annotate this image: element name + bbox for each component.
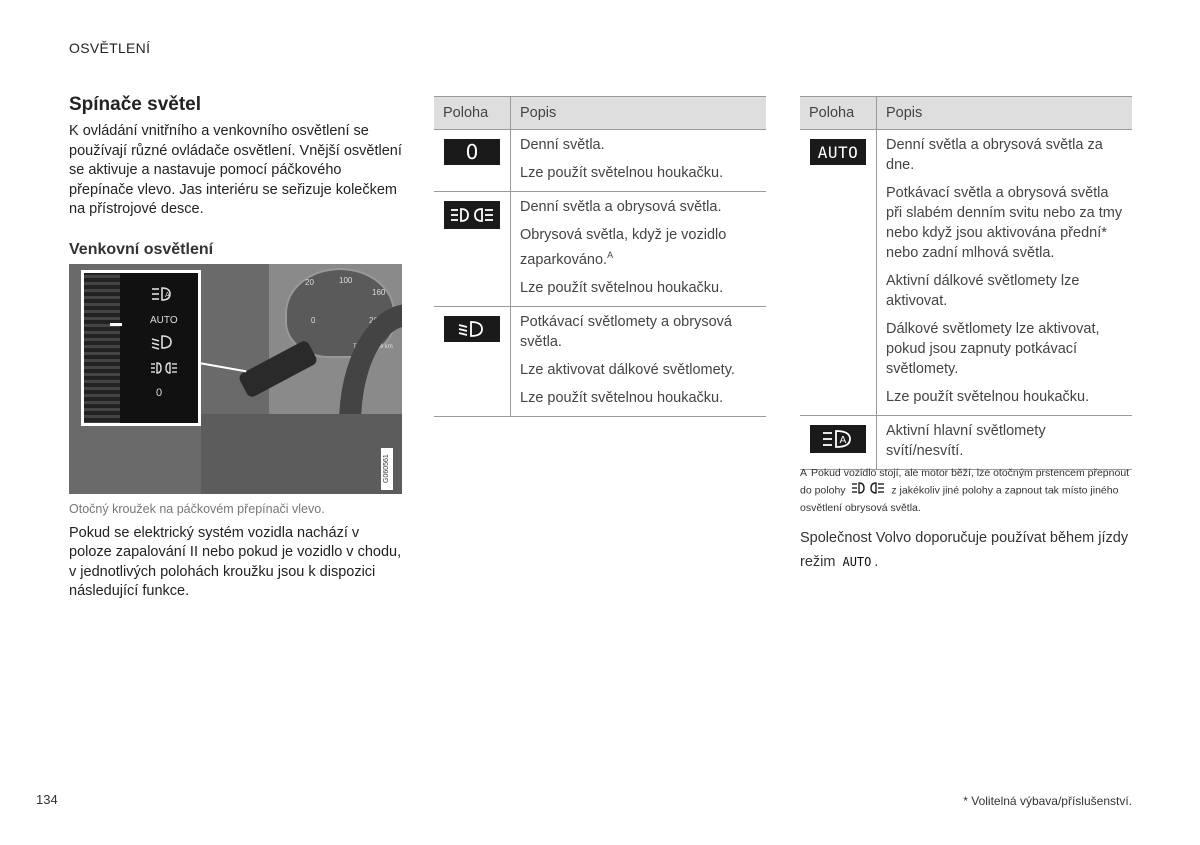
section-header: OSVĚTLENÍ	[69, 40, 151, 56]
low-beam-icon	[150, 333, 176, 354]
trip-readout: Trip 1222.4 km	[353, 343, 393, 350]
gauge-tick: 20	[305, 277, 314, 287]
table-row	[800, 416, 1132, 470]
body-paragraph: Pokud se elektrický systém vozidla nachází v poloze zapalování II nebo pokud je vozidlo v chodu, v jednotlivých polohách kroužku jsou k dispozici následující funkce.	[69, 524, 402, 599]
active-high-beam-icon	[150, 285, 176, 306]
callout-line	[199, 362, 247, 372]
intro-paragraph: K ovládání vnitřního a venkovního osvětlení se používají různé ovládače osvětlení. Vnější osvětlení se aktivuje a nastavuje pomocí páčkového přepínače vlevo. Jas interiéru se seřizuje kolečkem na přístrojové desce.	[69, 123, 402, 217]
table-footnote	[800, 465, 1130, 516]
figure-code: G060561	[381, 448, 393, 490]
figure-caption: Otočný kroužek na páčkovém přepínači vlevo.	[69, 501, 325, 516]
description-line: Lze použít světelnou houkačku.	[886, 389, 1090, 405]
svg-text:A: A	[839, 435, 847, 446]
footnote-ref: A	[607, 250, 614, 260]
gauge-tick: 160	[372, 287, 386, 297]
footnote-mark: A	[800, 467, 808, 479]
table-row	[800, 130, 1132, 416]
section-title: Spínače světel	[69, 94, 202, 115]
svg-text:A: A	[165, 290, 170, 299]
description-line: Aktivní dálkové světlomety lze aktivovat.	[886, 273, 1080, 309]
column-header-description: Popis	[511, 97, 767, 130]
footer-note: * Volitelná výbava/příslušenství.	[963, 794, 1132, 808]
description-line: Dálkové světlomety lze aktivovat, pokud jsou zapnuty potkávací světlomety.	[886, 321, 1100, 377]
ring-marker	[110, 323, 122, 326]
position-table-2	[800, 96, 1132, 470]
gauge-tick: 100	[339, 275, 353, 285]
description-line: Denní světla a obrysová světla za dne.	[886, 137, 1103, 173]
description-line: Lze použít světelnou houkačku.	[520, 389, 724, 406]
description-line: Aktivní hlavní světlomety svítí/nesvítí.	[886, 423, 1046, 459]
position-lights-icon	[851, 481, 885, 500]
stalk-zoom-inset	[81, 270, 201, 426]
position-lights-icon	[150, 361, 178, 378]
column-header-description: Popis	[877, 97, 1133, 130]
column-header-position: Poloha	[434, 97, 511, 130]
footnote-text-before: Pokud vozidlo stojí, ale motor běží, lze otočným prstencem přepnout do polohy	[800, 467, 1130, 497]
page-number: 134	[36, 792, 58, 807]
recommendation-note	[800, 526, 1130, 574]
note-text-after: .	[874, 554, 879, 570]
table-row	[434, 130, 766, 192]
description-line: Lze použít světelnou houkačku.	[520, 165, 724, 181]
steering-column	[201, 414, 402, 494]
position-table-1	[434, 96, 766, 417]
auto-label: AUTO	[150, 314, 178, 326]
gauge-tick: 260	[369, 315, 383, 325]
description-line: Potkávací světlomety a obrysová světla.	[520, 313, 732, 350]
left-column	[69, 94, 405, 602]
column-header-position: Poloha	[800, 97, 877, 130]
auto-icon: AUTO	[842, 555, 872, 570]
stalk-figure	[69, 264, 402, 494]
rotary-ring	[81, 273, 120, 426]
footnote-text-after: z jakékoliv jiné polohy a zapnout tak místo jiného osvětlení obrysová světla.	[800, 484, 1119, 514]
zero-label: 0	[156, 386, 163, 399]
auto-icon: AUTO	[810, 139, 866, 165]
description-line: Denní světla a obrysová světla.	[520, 199, 722, 215]
description-line: Lze aktivovat dálkové světlomety.	[520, 361, 735, 378]
note-text-before: Společnost Volvo doporučuje používat během jízdy režim	[800, 530, 1129, 570]
table-row	[434, 192, 766, 307]
subsection-title: Venkovní osvětlení	[69, 240, 214, 258]
description-line: Potkávací světla a obrysová světla při slabém denním svitu nebo za tmy nebo když jsou aktivována přední* nebo zadní mlhová světla.	[886, 185, 1123, 261]
description-line: Lze použít světelnou houkačku.	[520, 279, 724, 296]
description-line: Denní světla.	[520, 137, 605, 153]
gauge-tick: 0	[311, 315, 316, 325]
low-beam-icon	[444, 316, 500, 342]
position-lights-icon	[444, 201, 500, 229]
active-high-beam-icon	[810, 425, 866, 453]
description-line: Obrysová světla, když je vozidlo zaparkováno.$^A$	[520, 227, 727, 268]
table-row	[434, 306, 766, 416]
zero-position-icon: 0	[444, 139, 500, 165]
